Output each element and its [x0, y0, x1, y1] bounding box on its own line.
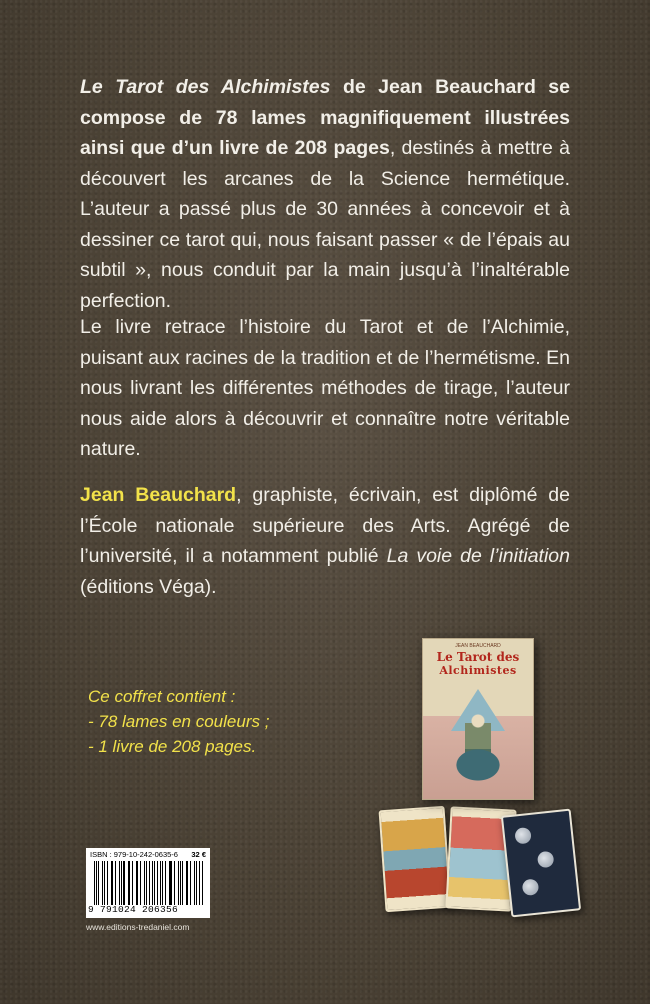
barcode-stripe — [137, 861, 138, 905]
barcode-stripe — [107, 861, 108, 905]
barcode-stripe — [196, 861, 197, 905]
book-title-text: Le Tarot des Alchimistes — [80, 76, 331, 98]
barcode-stripe — [104, 861, 106, 905]
description-paragraph-2: Le livre retrace l’histoire du Tarot et de l’Alchimie, puisant aux racines de la tradition et de l’hermétisme. En nous livrant les différentes méthodes de tirage, l’auteur nous aide alors à découvrir et connaître notre véritable nature. — [80, 316, 570, 460]
barcode-stripe — [182, 861, 183, 905]
barcode-digits: 9 791024 206356 — [88, 904, 179, 915]
other-book-title: La voie de l’initiation — [386, 545, 570, 567]
author-name: Jean Beauchard — [80, 484, 237, 506]
bio-text: , graphiste, écrivain, est diplômé de l’École nationale supérieure des Arts. Agrégé de l’université, il a notamment publié — [80, 484, 570, 567]
barcode-stripe — [96, 861, 97, 905]
barcode-stripe — [123, 861, 125, 905]
barcode-stripe — [132, 861, 133, 905]
coffret-contents — [88, 684, 348, 759]
coffret-item: - 78 lames en couleurs ; — [88, 712, 270, 731]
coffret-item: - 1 livre de 208 pages. — [88, 737, 257, 756]
barcode-stripe — [144, 861, 146, 905]
barcode-stripe — [178, 861, 179, 905]
barcode-stripe — [186, 861, 187, 905]
publisher-website: www.editions-tredaniel.com — [86, 922, 190, 932]
barcode-stripe — [187, 861, 188, 905]
barcode-icon — [94, 861, 204, 905]
barcode-stripe — [140, 861, 141, 905]
barcode-stripe — [136, 861, 137, 905]
isbn-text: ISBN : 979-10-242-0635-6 — [90, 850, 178, 859]
tarot-card-back-image — [501, 809, 581, 918]
barcode-stripe — [149, 861, 150, 905]
barcode-stripe — [98, 861, 99, 905]
barcode-stripe — [162, 861, 163, 905]
price-text: 32 € — [191, 850, 206, 859]
product-illustration — [378, 630, 578, 920]
barcode-stripe — [112, 861, 113, 905]
intro-normal-text: , destinés à mettre à découvert les arcanes de la Science hermétique. L’auteur a passé plus de 30 années à concevoir et à dessiner ce tarot qui, nous faisant passer « de l’épais au subtil », nous conduit par la main jusqu’à l’inaltérable perfection. — [80, 137, 571, 312]
barcode-stripe — [160, 861, 161, 905]
barcode-stripe — [190, 861, 191, 905]
barcode-stripe — [128, 861, 129, 905]
description-paragraph-1 — [80, 72, 570, 316]
tarot-card-image — [379, 806, 452, 912]
barcode-stripe — [170, 861, 172, 905]
barcode-stripe — [157, 861, 158, 905]
box-title-line: Alchimistes — [439, 664, 517, 677]
bio-text-end: (éditions Véga). — [80, 575, 217, 598]
barcode-stripe — [111, 861, 112, 905]
book-box-cover — [422, 638, 534, 800]
dragon-image — [453, 747, 503, 783]
barcode-stripe — [152, 861, 153, 905]
barcode-stripe — [174, 861, 175, 905]
author-bio-paragraph — [80, 480, 570, 602]
barcode-stripe — [119, 861, 120, 905]
barcode-stripe — [121, 861, 122, 905]
barcode-block — [86, 848, 210, 918]
coffret-heading: Ce coffret contient : — [88, 687, 236, 706]
barcode-stripe — [202, 861, 203, 905]
barcode-stripe — [94, 861, 95, 905]
barcode-stripe — [102, 861, 103, 905]
intro-bold-text: de Jean Beauchard se compose de 78 lames magnifiquement illustrées ainsi que d’un livre de 208 pages — [80, 76, 571, 159]
box-title — [423, 651, 533, 677]
barcode-stripe — [115, 861, 116, 905]
barcode-stripe — [165, 861, 166, 905]
barcode-stripe — [180, 861, 181, 905]
barcode-stripe — [154, 861, 155, 905]
box-author: JEAN BEAUCHARD — [455, 643, 501, 649]
barcode-stripe — [146, 861, 147, 905]
barcode-stripe — [194, 861, 196, 905]
barcode-stripe — [129, 861, 130, 905]
barcode-stripe — [199, 861, 200, 905]
box-title-line: Le Tarot des — [436, 650, 520, 664]
barcode-stripe — [169, 861, 170, 905]
